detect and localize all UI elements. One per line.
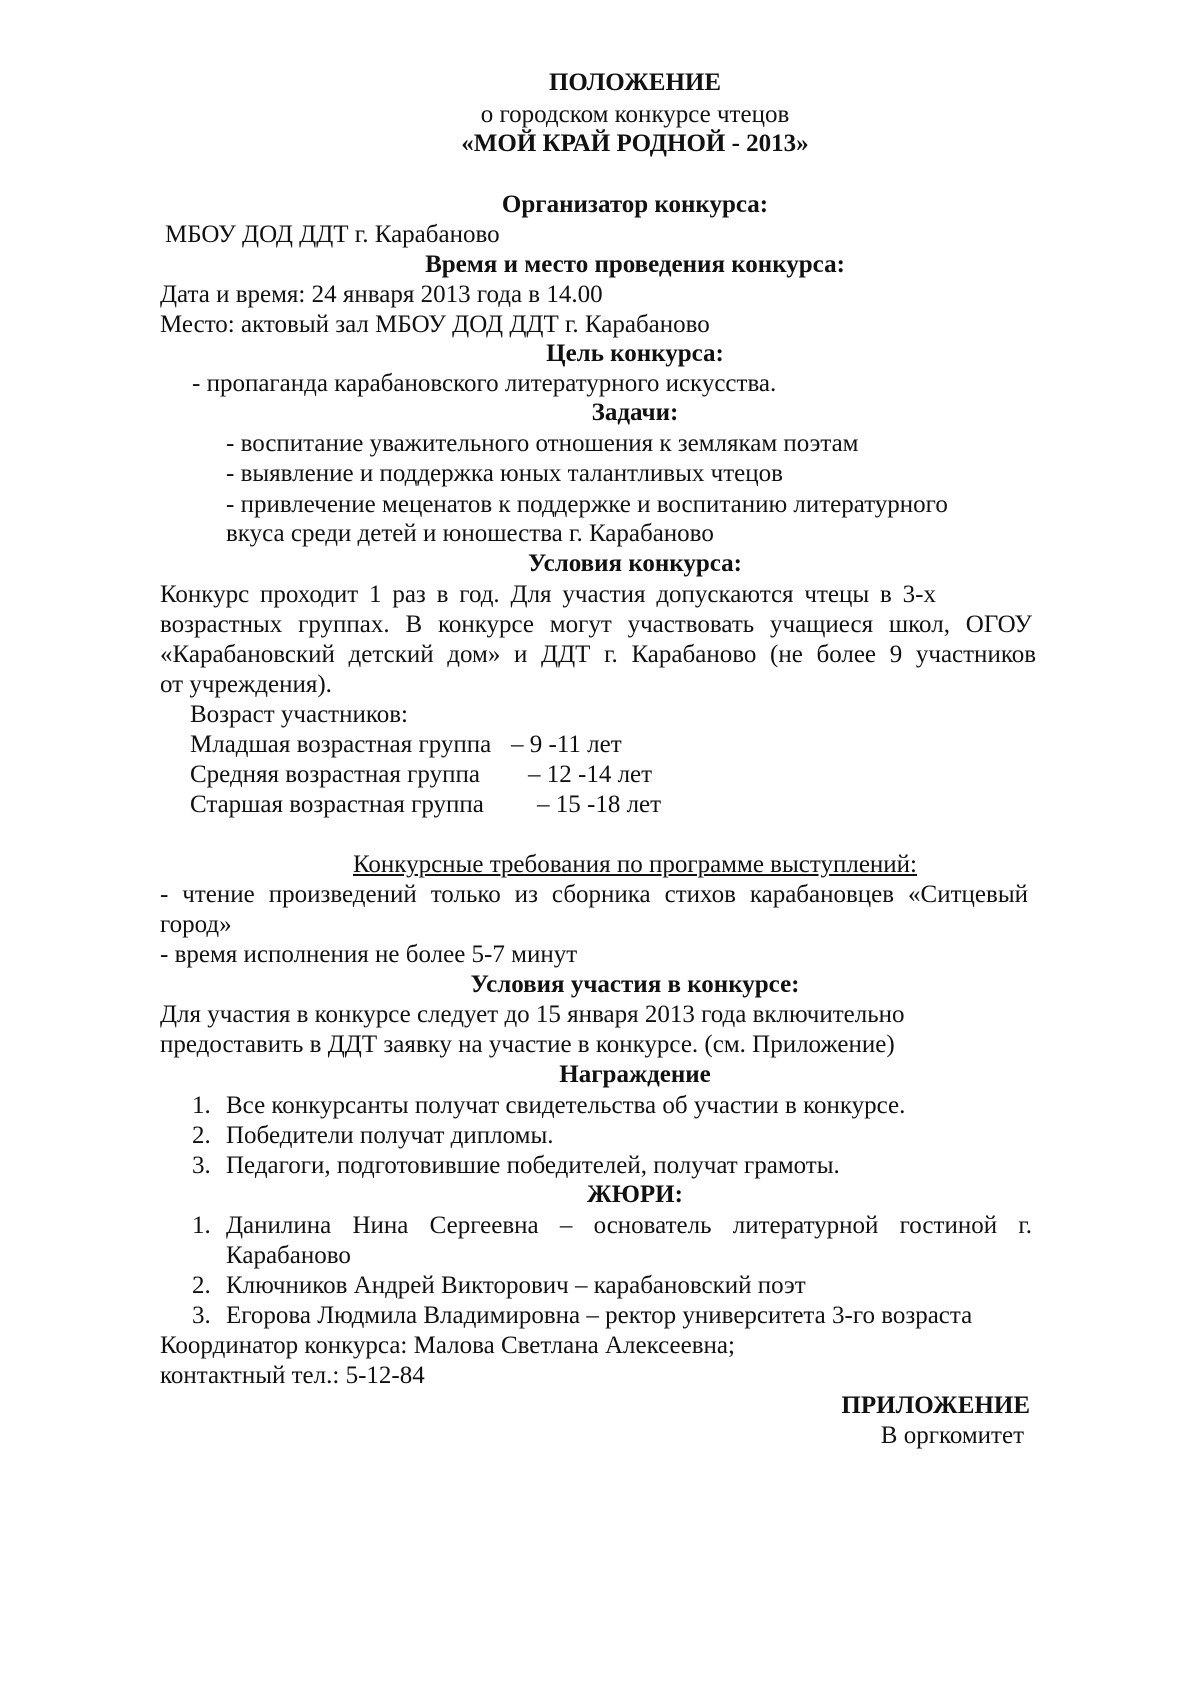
appendix-recipient: В оргкомитет (880, 1422, 1024, 1449)
task-item: - привлечение меценатов к поддержке и воспитанию литературного (226, 491, 948, 518)
list-number: 2. (192, 1272, 211, 1299)
requirements-heading: Конкурсные требования по программе выступлений: (352, 851, 917, 878)
document-subtitle: о городском конкурсе чтецов (480, 101, 790, 128)
jury-member: Егорова Людмила Владимировна – ректор университета 3-го возраста (226, 1302, 973, 1329)
conditions-heading: Условия конкурса: (528, 550, 742, 577)
requirements-line: - чтение произведений только из сборника стихов карабановцев «Ситцевый (160, 881, 1028, 908)
age-group-range: – 9 -11 лет (511, 731, 622, 758)
appendix-title: ПРИЛОЖЕНИЕ (841, 1392, 1030, 1419)
organizer-text: МБОУ ДОД ДДТ г. Карабаново (165, 221, 500, 248)
list-number: 1. (192, 1092, 211, 1119)
award-item: Все конкурсанты получат свидетельства об участии в конкурсе. (226, 1092, 906, 1119)
goal-text: - пропаганда карабановского литературного искусства. (192, 370, 777, 397)
requirements-line: - время исполнения не более 5-7 минут (160, 941, 578, 968)
requirements-line: город» (160, 911, 232, 938)
contest-name: «МОЙ КРАЙ РОДНОЙ - 2013» (461, 130, 809, 157)
award-item: Педагоги, подготовившие победителей, получат грамоты. (226, 1152, 840, 1179)
age-group-name: Старшая возрастная группа (190, 791, 484, 818)
list-number: 2. (192, 1122, 211, 1149)
award-item: Победители получат дипломы. (226, 1122, 554, 1149)
organizer-heading: Организатор конкурса: (501, 191, 769, 218)
age-group-name: Средняя возрастная группа (190, 761, 480, 788)
jury-member: Данилина Нина Сергеевна – основатель литературной гостиной г. (226, 1212, 1032, 1239)
date-line: Дата и время: 24 января 2013 года в 14.00 (160, 281, 603, 308)
task-item: - воспитание уважительного отношения к землякам поэтам (226, 430, 859, 457)
jury-member-continuation: Карабаново (226, 1242, 351, 1269)
coordinator-line: Координатор конкурса: Малова Светлана Алексеевна; (160, 1332, 735, 1359)
participation-heading: Условия участия в конкурсе: (470, 971, 800, 998)
goal-heading: Цель конкурса: (546, 340, 724, 367)
age-group-range: – 15 -18 лет (537, 791, 662, 818)
age-group-range: – 12 -14 лет (528, 761, 653, 788)
jury-heading: ЖЮРИ: (587, 1181, 683, 1208)
list-number: 3. (192, 1152, 211, 1179)
document-title: ПОЛОЖЕНИЕ (548, 69, 722, 96)
list-number: 1. (192, 1212, 211, 1239)
time-place-heading: Время и место проведения конкурса: (425, 251, 845, 278)
list-number: 3. (192, 1302, 211, 1329)
awards-heading: Награждение (559, 1061, 711, 1088)
participation-line: Для участия в конкурсе следует до 15 января 2013 года включительно (160, 1001, 905, 1028)
task-item: вкуса среди детей и юношества г. Карабаново (226, 520, 714, 547)
contact-phone: контактный тел.: 5-12-84 (160, 1362, 425, 1389)
place-line: Место: актовый зал МБОУ ДОД ДДТ г. Карабаново (160, 311, 710, 338)
conditions-line: от учреждения). (160, 671, 332, 698)
conditions-line: «Карабановский детский дом» и ДДТ г. Карабаново (не более 9 участников (160, 641, 1036, 668)
age-group-name: Младшая возрастная группа (190, 731, 492, 758)
conditions-line: Конкурс проходит 1 раз в год. Для участия допускаются чтецы в 3-х (160, 581, 936, 608)
jury-member: Ключников Андрей Викторович – карабановский поэт (226, 1272, 806, 1299)
conditions-line: возрастных группах. В конкурсе могут участвовать учащиеся школ, ОГОУ (160, 611, 1032, 638)
age-label: Возраст участников: (190, 701, 408, 728)
task-item: - выявление и поддержка юных талантливых чтецов (226, 460, 783, 487)
tasks-heading: Задачи: (591, 399, 679, 426)
participation-line: предоставить в ДДТ заявку на участие в конкурсе. (см. Приложение) (160, 1031, 895, 1058)
